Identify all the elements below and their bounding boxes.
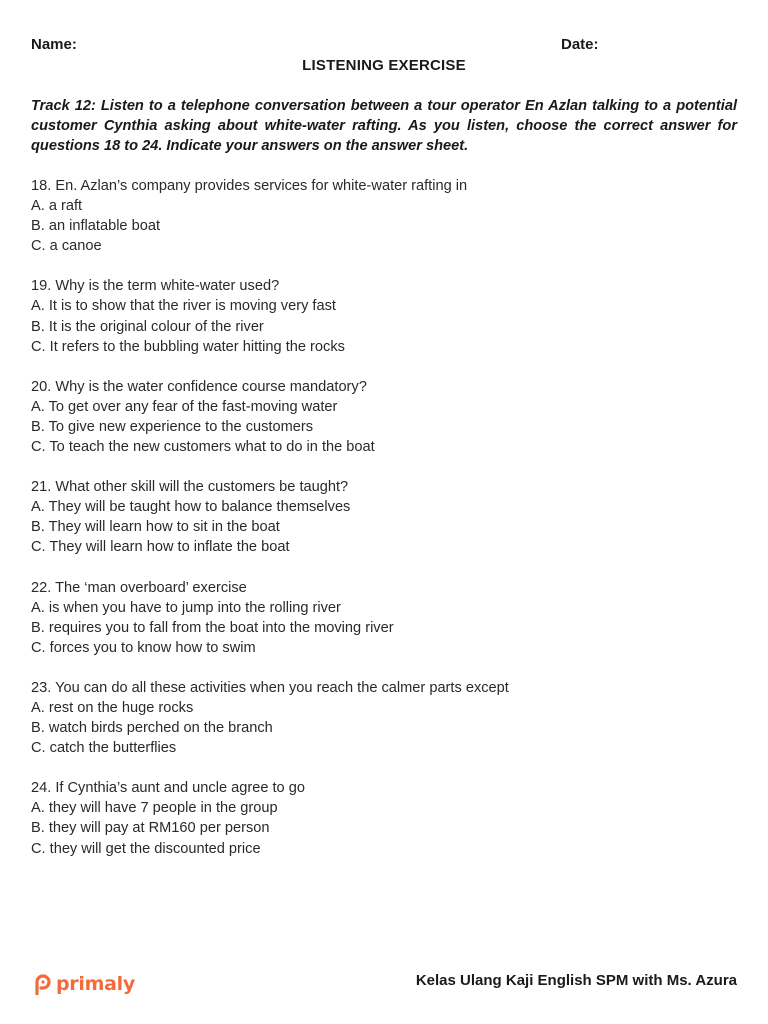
question-stem: 20. Why is the water confidence course mandatory?	[31, 378, 367, 395]
answer-option-c: C. forces you to know how to swim	[31, 639, 256, 656]
answer-option-b: B. they will pay at RM160 per person	[31, 820, 270, 837]
answer-option-c: C. It refers to the bubbling water hitting the rocks	[31, 338, 345, 355]
question-stem: 22. The ‘man overboard’ exercise	[31, 579, 247, 596]
answer-option-b: B. watch birds perched on the branch	[31, 720, 273, 737]
primaly-logo	[33, 972, 135, 996]
instructions-paragraph: Track 12: Listen to a telephone conversation between a tour operator En Azlan talking to a potential customer Cynthia asking about white-water rafting. As you listen, choose the correct answer for questions 18 to 24. Indicate your answers on the answer sheet.	[31, 98, 737, 154]
question-23	[31, 678, 737, 758]
question-stem: 18. En. Azlan’s company provides services for white-water rafting in	[31, 178, 468, 194]
logo-wordmark: primaly	[56, 973, 135, 995]
question-18	[31, 176, 737, 256]
answer-option-c: C. catch the butterflies	[31, 740, 177, 757]
answer-option-a: A. rest on the huge rocks	[31, 699, 194, 716]
answer-option-a: A. they will have 7 people in the group	[31, 800, 278, 817]
question-stem: 23. You can do all these activities when you reach the calmer parts except	[31, 679, 509, 696]
answer-option-a: A. To get over any fear of the fast-moving water	[31, 398, 338, 415]
question-21	[31, 477, 737, 557]
answer-option-c: C. they will get the discounted price	[31, 840, 261, 857]
answer-option-b: B. They will learn how to sit in the boat	[31, 519, 280, 536]
question-list	[31, 176, 737, 879]
header-row	[31, 36, 737, 54]
question-stem: 19. Why is the term white-water used?	[31, 278, 280, 295]
question-24	[31, 778, 737, 858]
answer-option-c: C. To teach the new customers what to do in the boat	[31, 439, 375, 456]
answer-option-a: A. a raft	[31, 198, 83, 215]
question-22	[31, 578, 737, 658]
footer-credit: Kelas Ulang Kaji English SPM with Ms. Azura	[415, 972, 737, 989]
answer-option-a: A. is when you have to jump into the rolling river	[31, 599, 341, 616]
answer-option-c: C. They will learn how to inflate the boat	[31, 539, 290, 556]
page-title: LISTENING EXERCISE	[302, 57, 466, 74]
question-stem: 24. If Cynthia’s aunt and uncle agree to go	[31, 780, 305, 797]
primaly-logo-icon	[33, 973, 53, 995]
question-stem: 21. What other skill will the customers be taught?	[31, 479, 349, 496]
date-label: Date:	[561, 36, 599, 53]
answer-option-a: A. It is to show that the river is moving very fast	[31, 298, 336, 315]
question-19	[31, 276, 737, 356]
answer-option-b: B. It is the original colour of the river	[31, 318, 264, 335]
answer-option-b: B. To give new experience to the customers	[31, 418, 314, 435]
answer-option-c: C. a canoe	[31, 238, 102, 255]
answer-option-b: B. an inflatable boat	[31, 218, 161, 235]
answer-option-b: B. requires you to fall from the boat into the moving river	[31, 619, 394, 636]
question-20	[31, 377, 737, 457]
answer-option-a: A. They will be taught how to balance themselves	[31, 499, 351, 516]
name-label: Name:	[31, 36, 77, 53]
